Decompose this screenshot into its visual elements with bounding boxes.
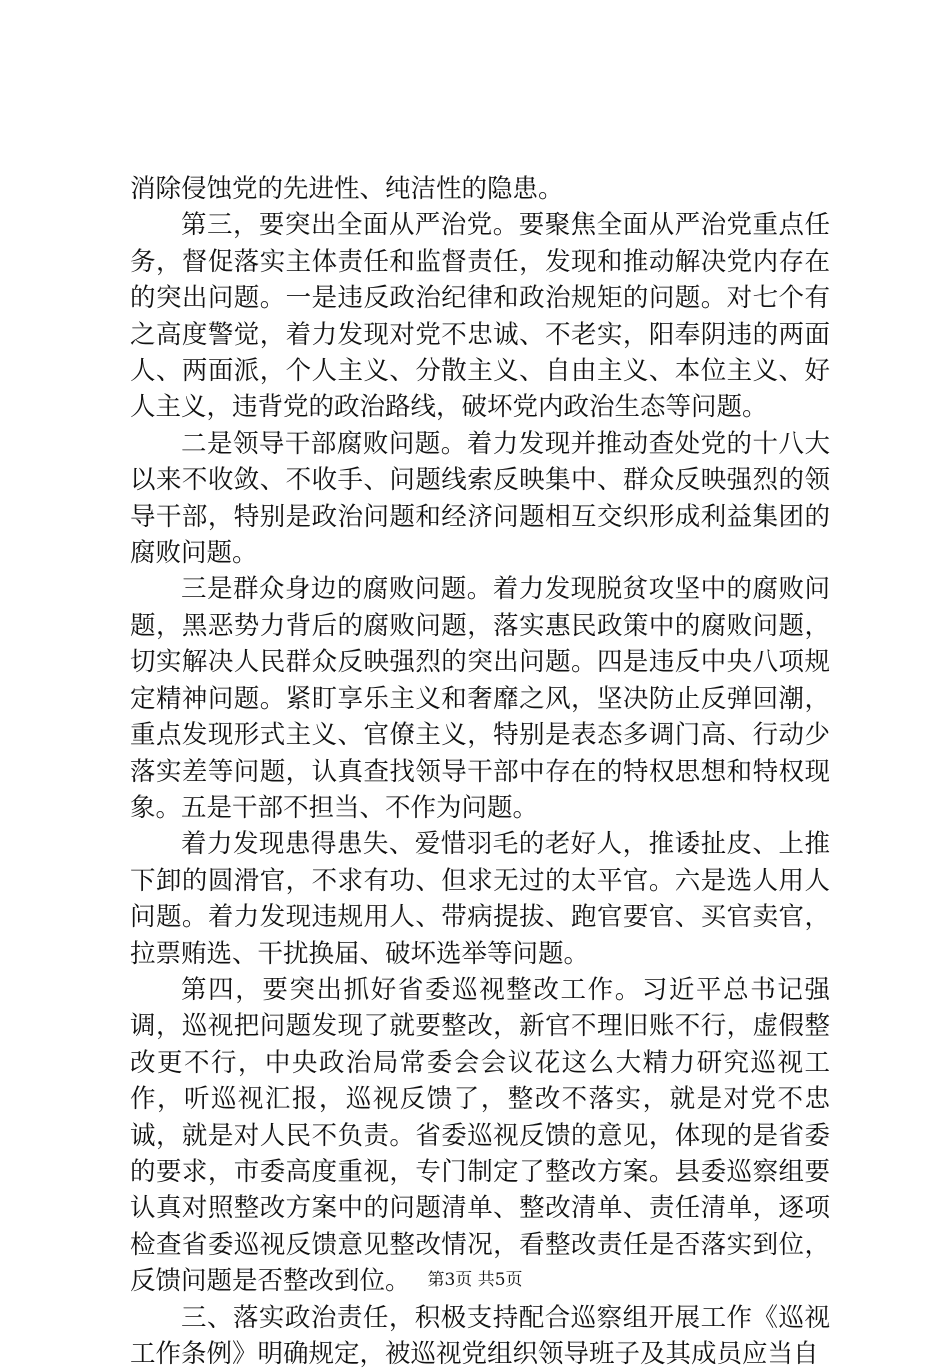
- paragraph-3: 二是领导干部腐败问题。着力发现并推动查处党的十八大以来不收敛、不收手、问题线索反映集中、群众反映强烈的领导干部，特别是政治问题和经济问题相互交织形成利益集团的腐败问题。: [130, 428, 830, 569]
- paragraph-5: 着力发现患得患失、爱惜羽毛的老好人，推诿扯皮、上推下卸的圆滑官，不求有功、但求无过的太平官。六是选人用人问题。着力发现违规用人、带病提拔、跑官要官、买官卖官，拉票贿选、干扰换届、破坏选举等问题。: [130, 829, 830, 969]
- page-footer: 第3页 共5页: [427, 1270, 523, 1290]
- document-body: [130, 171, 830, 1372]
- paragraph-6: 第四，要突出抓好省委巡视整改工作。习近平总书记强调，巡视把问题发现了就要整改，新官不理旧账不行，虚假整改更不行，中央政治局常委会会议花这么大精力研究巡视工作，听巡视汇报，巡视反馈了，整改不落实，就是对党不忠诚，就是对人民不负责。省委巡视反馈的意见，体现的是省委的要求，市委高度重视，专门制定了整改方案。县委巡察组要认真对照整改方案中的问题清单、整改清单、责任清单，逐项检查省委巡视反馈意见整改情况，看整改责任是否落实到位，反馈问题是否整改到位。: [130, 974, 830, 1297]
- paragraph-1: 消除侵蚀党的先进性、纯洁性的隐患。: [130, 174, 564, 204]
- paragraph-2: 第三，要突出全面从严治党。要聚焦全面从严治党重点任务，督促落实主体责任和监督责任，发现和推动解决党内存在的突出问题。一是违反政治纪律和政治规矩的问题。对七个有之高度警觉，着力发现对党不忠诚、不老实，阳奉阴违的两面人、两面派，个人主义、分散主义、自由主义、本位主义、好人主义，违背党的政治路线，破坏党内政治生态等问题。: [130, 210, 830, 423]
- paragraph-4: 三是群众身边的腐败问题。着力发现脱贫攻坚中的腐败问题，黑恶势力背后的腐败问题，落实惠民政策中的腐败问题，切实解决人民群众反映强烈的突出问题。四是违反中央八项规定精神问题。紧盯享乐主义和奢靡之风，坚决防止反弹回潮，重点发现形式主义、官僚主义，特别是表态多调门高、行动少落实差等问题，认真查找领导干部中存在的特权思想和特权现象。五是干部不担当、不作为问题。: [130, 574, 830, 823]
- paragraph-7: 三、落实政治责任，积极支持配合巡察组开展工作《巡视工作条例》明确规定，被巡视党组织领导班子及其成员应当自: [130, 1302, 830, 1369]
